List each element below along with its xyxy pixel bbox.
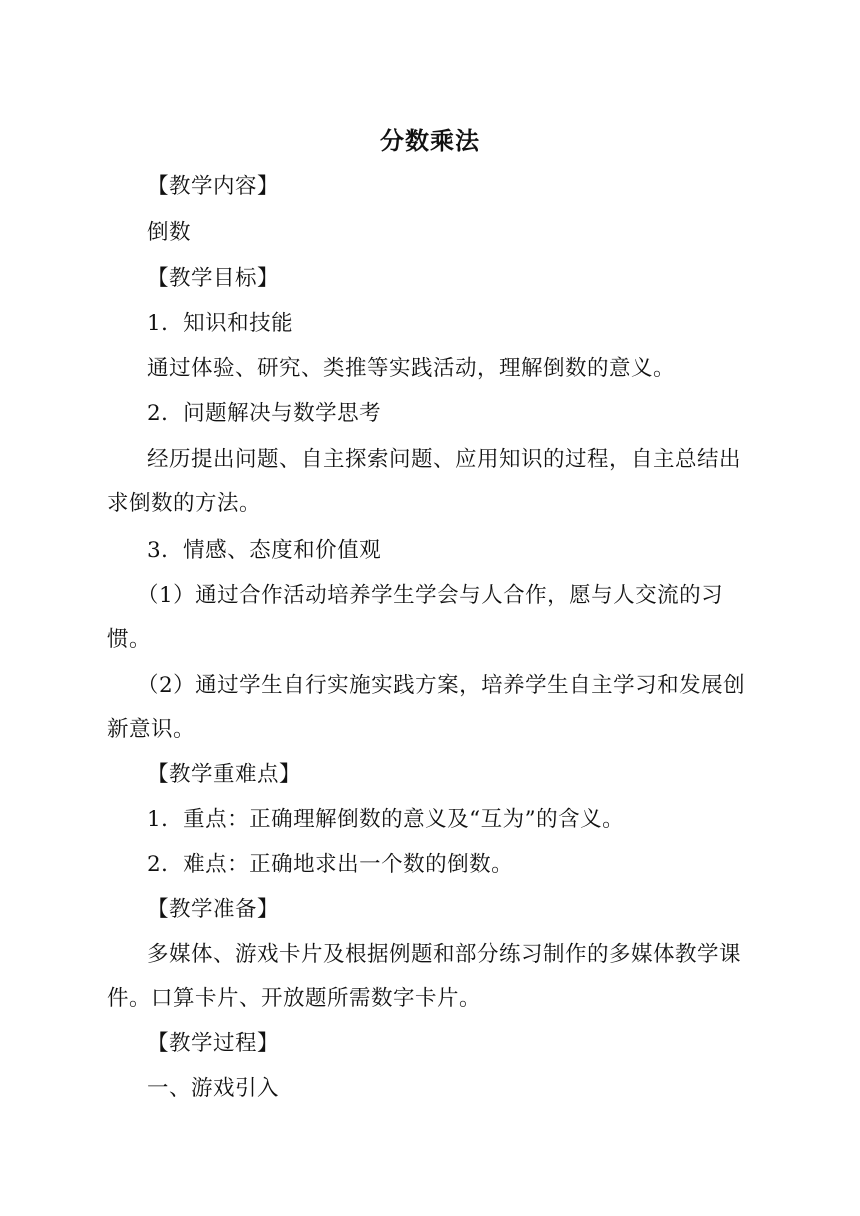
objective-heading-2: 2．问题解决与数学思考	[147, 401, 382, 426]
section-heading-key-points: 【教学重难点】	[147, 762, 302, 787]
section-heading-objectives: 【教学目标】	[147, 266, 280, 291]
objective-heading-3: 3．情感、态度和价值观	[147, 538, 382, 563]
paragraph-objective-3-1: （1）通过合作活动培养学生学会与人合作，愿与人交流的习惯。	[107, 583, 724, 652]
section-heading-process: 【教学过程】	[147, 1031, 280, 1056]
section-heading-preparation: 【教学准备】	[147, 897, 280, 922]
paragraph-preparation: 多媒体、游戏卡片及根据例题和部分练习制作的多媒体教学课件。口算卡片、开放题所需数字卡片。	[107, 942, 742, 1011]
paragraph-step-1: 一、游戏引入	[147, 1076, 280, 1101]
section-heading-content: 【教学内容】	[147, 174, 280, 199]
document-title: 分数乘法	[380, 126, 480, 155]
paragraph-difficulty: 2．难点：正确地求出一个数的倒数。	[147, 852, 514, 877]
objective-heading-1: 1．知识和技能	[147, 311, 294, 336]
paragraph-topic: 倒数	[147, 220, 192, 245]
paragraph-objective-3-2: （2）通过学生自行实施实践方案，培养学生自主学习和发展创新意识。	[107, 673, 746, 742]
paragraph-objective-2: 经历提出问题、自主探索问题、应用知识的过程，自主总结出求倒数的方法。	[107, 447, 742, 516]
paragraph-key-point: 1．重点：正确理解倒数的意义及“互为”的含义。	[147, 807, 625, 832]
paragraph-objective-1: 通过体验、研究、类推等实践活动，理解倒数的意义。	[147, 356, 676, 381]
